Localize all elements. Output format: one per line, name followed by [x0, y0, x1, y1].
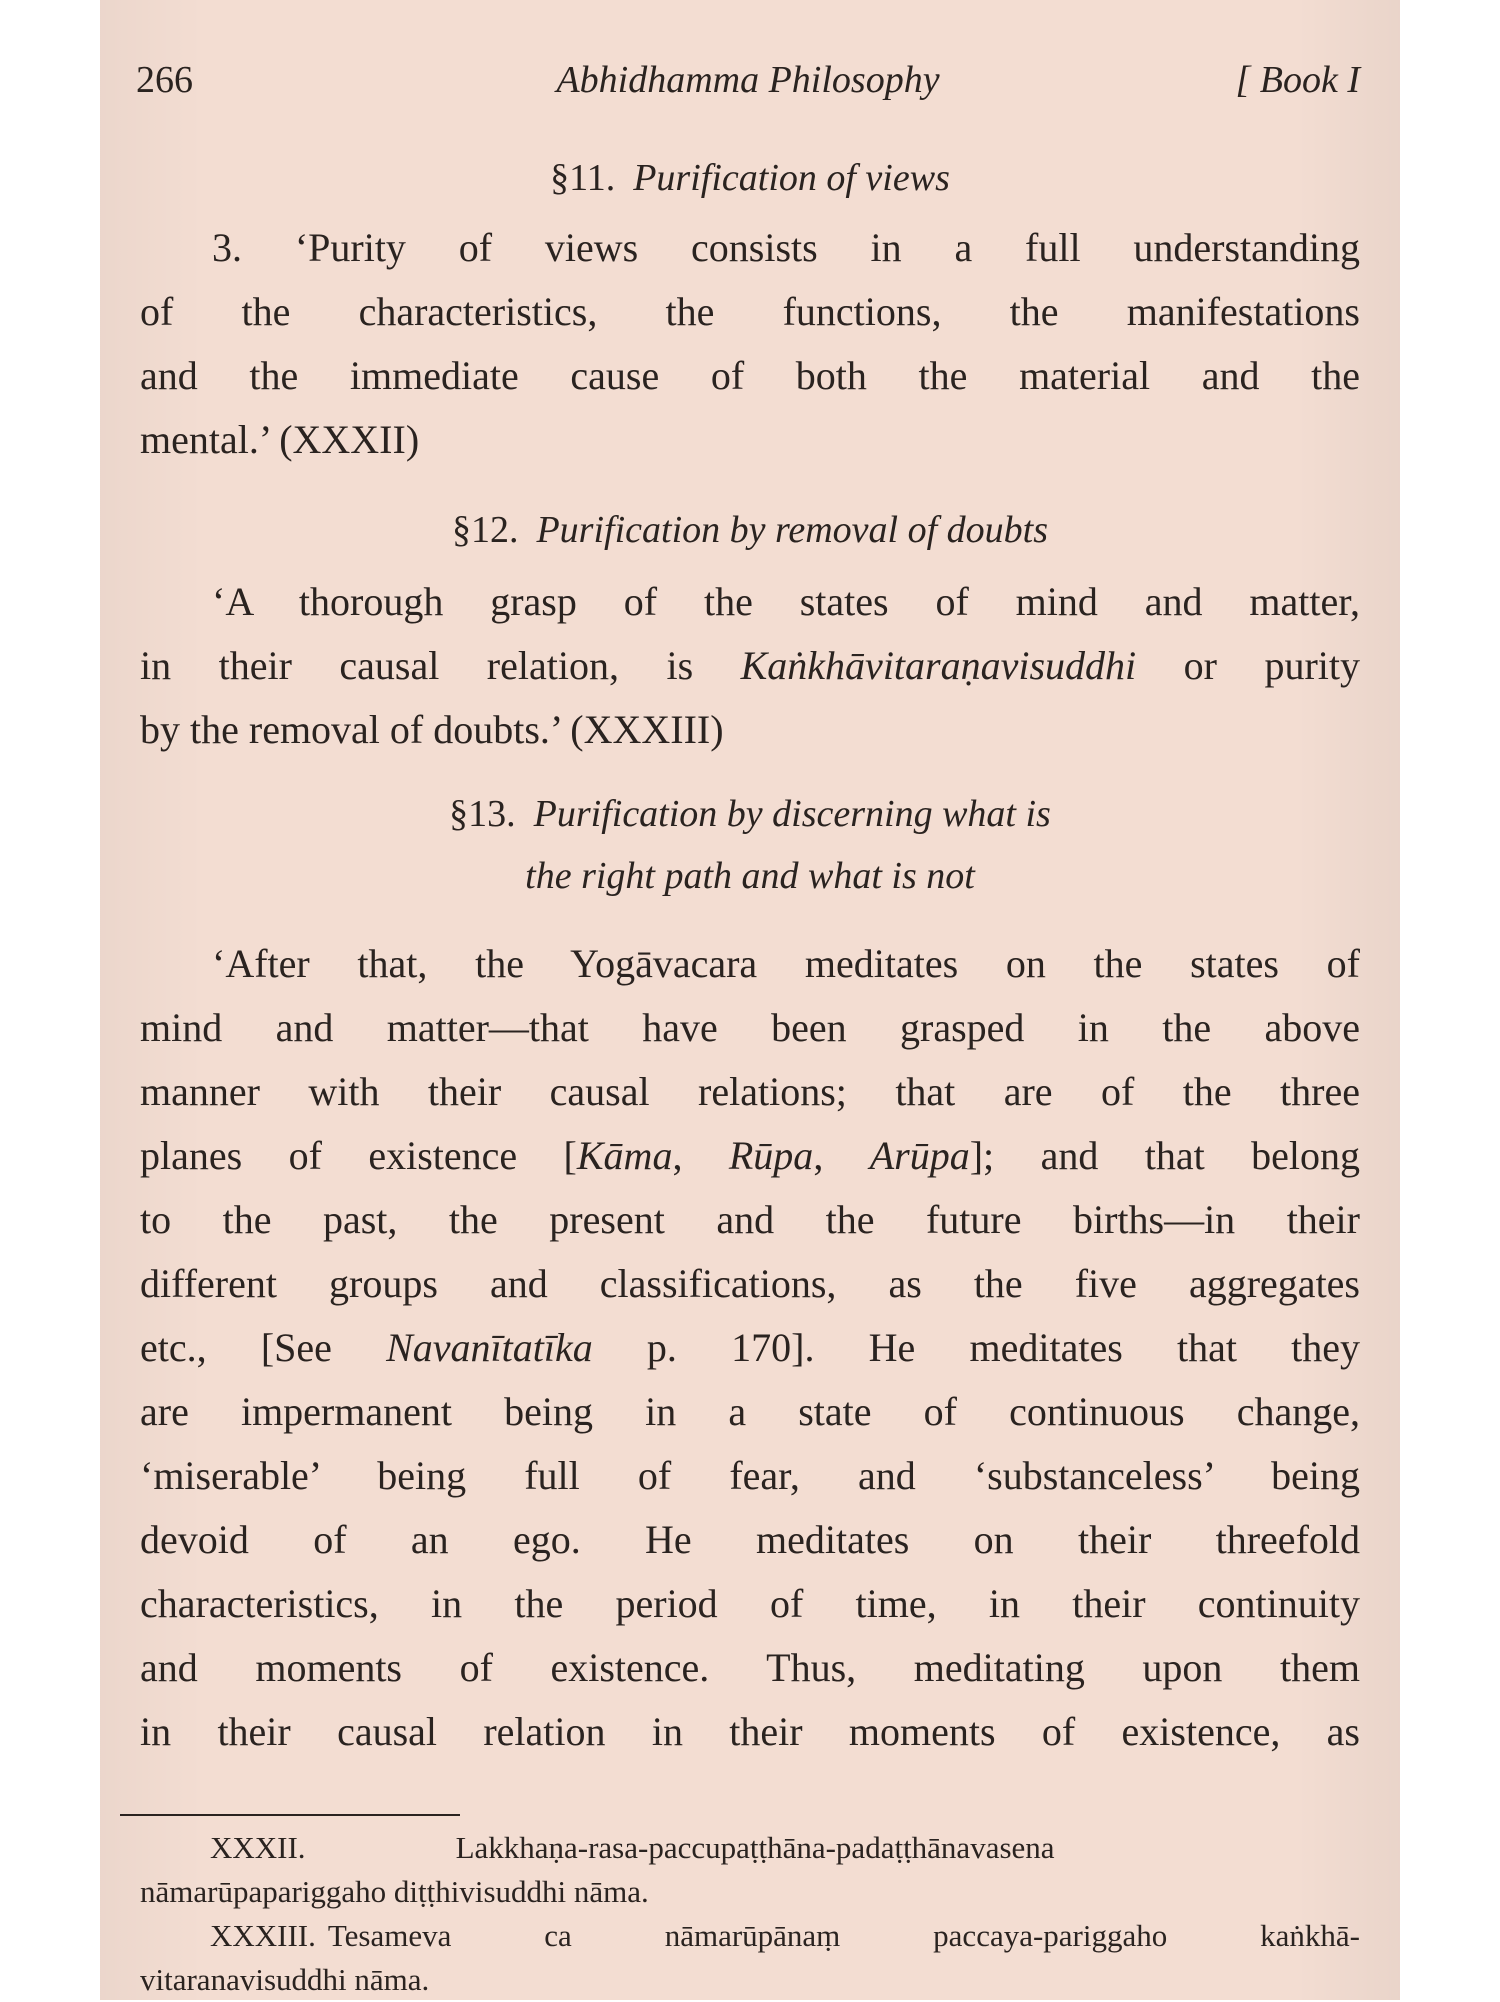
footnote-label: XXXIII.: [210, 1918, 316, 1953]
text-line: by the removal of doubts.’ (XXXIII): [140, 707, 724, 752]
section-title: Purification by removal of doubts: [536, 509, 1049, 551]
footnote-line: [140, 1826, 1360, 1870]
section-title: the right path and what is not: [525, 855, 975, 897]
text-line: and moments of existence. Thus, meditating upon them: [140, 1645, 1360, 1690]
text-line: [140, 1316, 1360, 1380]
section-title: Purification of views: [633, 157, 950, 199]
footnote-text: Tesameva ca nāmarūpānaṃ paccaya-pariggaho kaṅkhā-: [327, 1918, 1360, 1953]
section-12-paragraph: [140, 570, 1360, 762]
text-line: [140, 634, 1360, 698]
text-run: ]; and that belong: [969, 1133, 1361, 1178]
footnotes: [140, 1826, 1360, 2002]
running-title: Abhidhamma Philosophy: [556, 59, 940, 101]
text-run: in their causal relation, is: [140, 643, 741, 688]
book-page: [100, 0, 1400, 2000]
footnote-divider: [120, 1814, 460, 1816]
text-line: to the past, the present and the future births—in their: [140, 1197, 1360, 1242]
book-marker: [ Book I: [1235, 59, 1360, 101]
text-line: are impermanent being in a state of continuous change,: [140, 1389, 1360, 1434]
pali-term: Kaṅkhāvitaraṇavisuddhi: [740, 643, 1137, 688]
text-run: ,: [672, 1133, 729, 1178]
text-line: mental.’ (XXXII): [140, 417, 420, 462]
text-line: ‘miserable’ being full of fear, and ‘substanceless’ being: [140, 1453, 1360, 1498]
text-line: in their causal relation in their moments of existence, as: [140, 1709, 1360, 1754]
footnote-label: XXXII.: [210, 1830, 306, 1865]
pali-term: Navanītatīka: [386, 1325, 593, 1370]
section-12-heading: [100, 500, 1400, 560]
text-run: p. 170]. He meditates that they: [592, 1325, 1360, 1370]
footnote-line: [140, 1914, 1360, 1958]
section-11-paragraph: [140, 216, 1360, 472]
pali-term: Arūpa: [869, 1133, 970, 1178]
text-run: etc., [See: [140, 1325, 387, 1370]
footnote-line: nāmarūpapariggaho diṭṭhivisuddhi nāma.: [140, 1874, 649, 1909]
text-line: characteristics, in the period of time, in their continuity: [140, 1581, 1360, 1626]
text-run: ,: [813, 1133, 870, 1178]
text-line: [140, 1124, 1360, 1188]
footnote-text: Lakkhaṇa-rasa-paccupaṭṭhāna-padaṭṭhānavasena: [455, 1830, 1055, 1865]
pali-term: Kāma: [576, 1133, 673, 1178]
section-13-heading: [100, 784, 1400, 844]
page-number: 266: [136, 59, 193, 101]
footnote-line: vitaranavisuddhi nāma.: [140, 1962, 430, 1997]
section-title: Purification by discerning what is: [533, 793, 1051, 835]
text-line: manner with their causal relations; that are of the three: [140, 1069, 1360, 1114]
section-number: §12.: [451, 509, 519, 551]
pali-term: Rūpa: [728, 1133, 814, 1178]
section-11-heading: [100, 148, 1400, 208]
page-header: [136, 58, 1360, 110]
section-13-paragraph: [140, 932, 1360, 1764]
text-run: or purity: [1136, 643, 1360, 688]
text-line: of the characteristics, the functions, the manifestations: [140, 289, 1360, 334]
text-line: and the immediate cause of both the material and the: [140, 353, 1360, 398]
text-line: different groups and classifications, as the five aggregates: [140, 1261, 1360, 1306]
section-number: §11.: [550, 157, 616, 199]
text-line: mind and matter—that have been grasped in the above: [140, 1005, 1360, 1050]
text-line: 3. ‘Purity of views consists in a full understanding: [212, 225, 1360, 270]
section-number: §13.: [449, 793, 516, 835]
text-line: ‘After that, the Yogāvacara meditates on the states of: [212, 941, 1360, 986]
text-run: planes of existence [: [140, 1133, 577, 1178]
section-13-heading-continued: [100, 846, 1400, 906]
text-line: ‘A thorough grasp of the states of mind and matter,: [212, 579, 1360, 624]
text-line: devoid of an ego. He meditates on their threefold: [140, 1517, 1360, 1562]
